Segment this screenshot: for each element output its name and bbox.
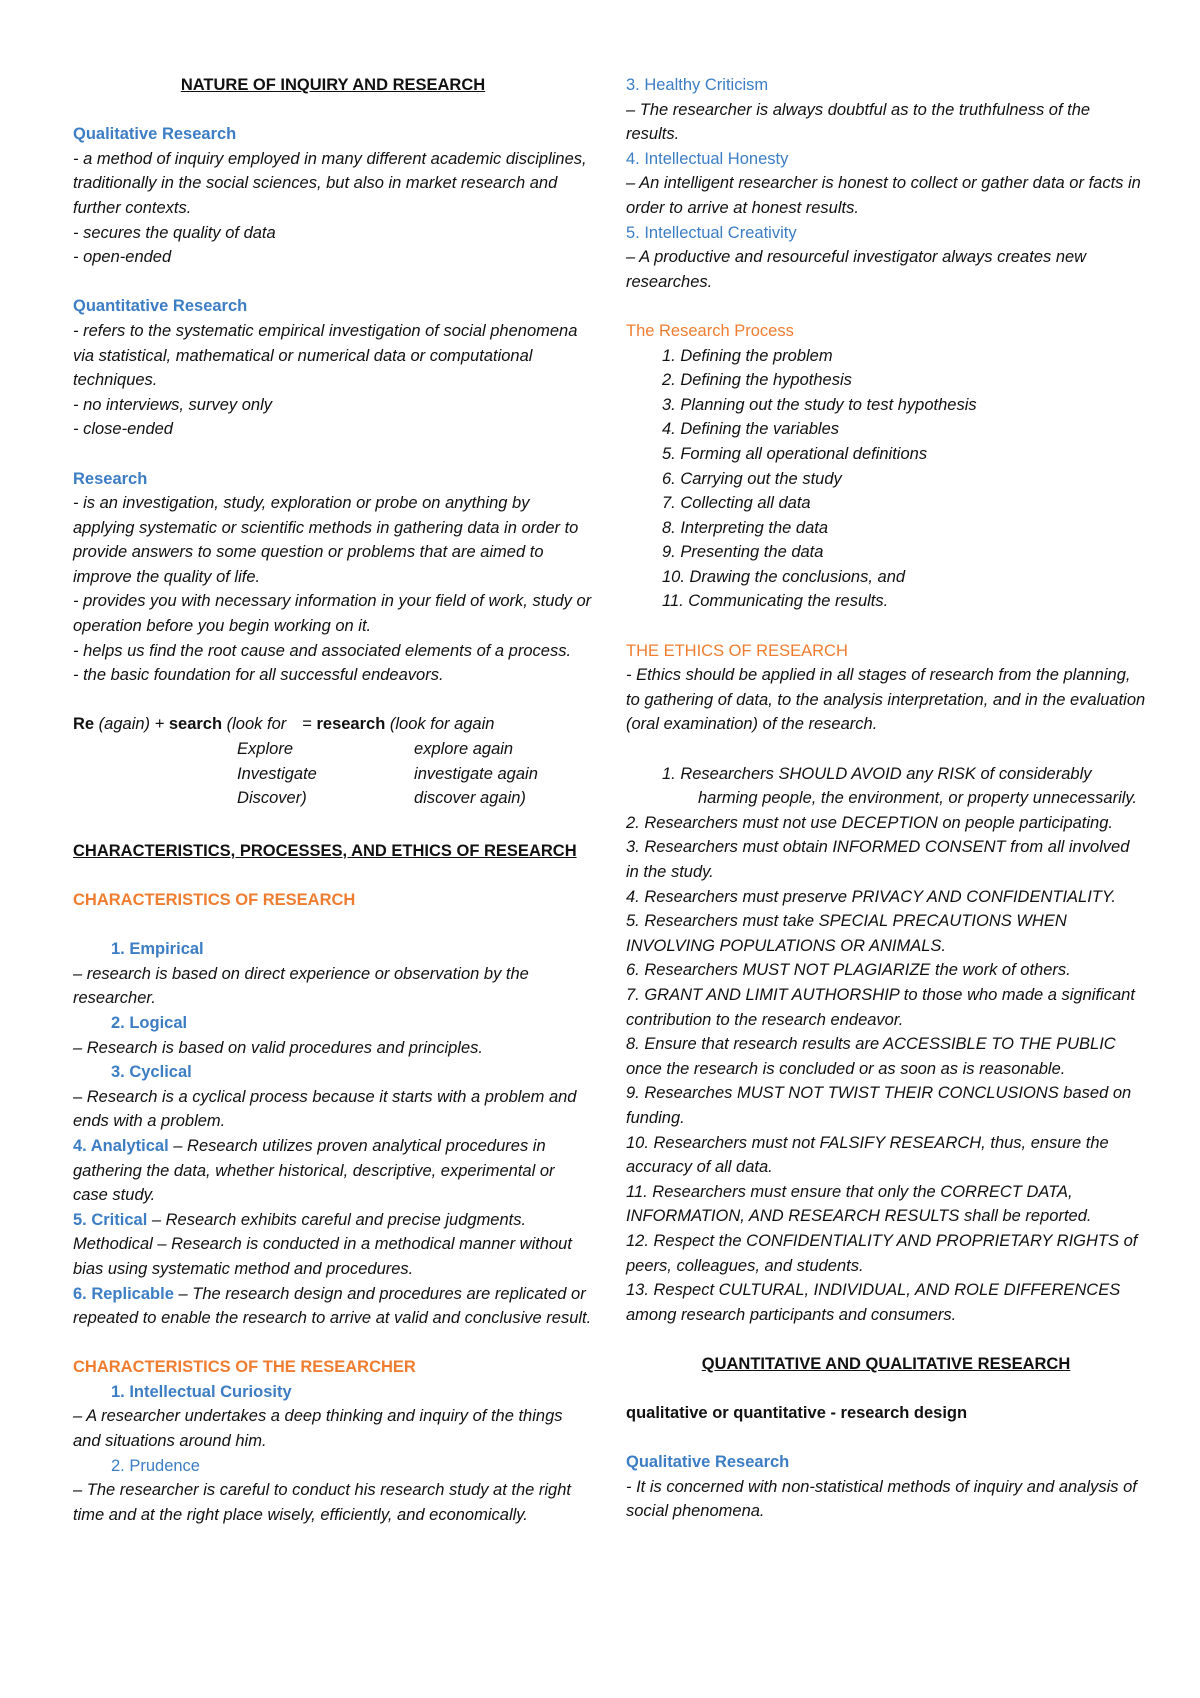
characteristics-list — [73, 937, 593, 1331]
etym-research: research — [316, 715, 386, 734]
ethics-item: 9. Researches MUST NOT TWIST THEIR CONCLUSIONS based on funding. — [626, 1084, 1132, 1127]
section2-title: CHARACTERISTICS, PROCESSES, AND ETHICS OF RESEARCH — [73, 841, 577, 860]
qualitative-section — [73, 122, 593, 270]
process-step: 1. Defining the problem — [662, 346, 833, 365]
etym-row-b: investigate again — [414, 764, 538, 783]
etym-re-meaning: (again) + — [94, 715, 169, 734]
researcher-text: – An intelligent researcher is honest to collect or gather data or facts in order to arrive at honest results. — [626, 174, 1141, 217]
ethics-item: 3. Researchers must obtain INFORMED CONSENT from all involved in the study. — [626, 838, 1130, 881]
etym-row-b: explore again — [414, 740, 514, 759]
etym-row — [73, 786, 593, 811]
etymology-block — [73, 712, 593, 810]
researcher-text: – A researcher undertakes a deep thinking and inquiry of the things and situations around him. — [73, 1407, 563, 1451]
research-line: - is an investigation, study, exploration or probe on anything by applying systematic or scientific methods in gathering data in order to provide answers to some question or problems that are aimed to improve the quality of life. — [73, 494, 579, 586]
characteristic-label: 2. Logical — [111, 1013, 188, 1032]
ethics-item: 12. Respect the CONFIDENTIALITY AND PROPRIETARY RIGHTS of peers, colleagues, and students. — [626, 1231, 1138, 1275]
researcher-text: – The researcher is always doubtful as to the truthfulness of the results. — [626, 100, 1091, 144]
etym-research-meaning: (look for again — [385, 715, 495, 734]
researcher-label: 3. Healthy Criticism — [626, 76, 769, 94]
researcher-label: 2. Prudence — [111, 1456, 200, 1475]
etym-row — [73, 762, 593, 787]
characteristic-inline — [73, 1282, 593, 1331]
qualitative-line: - secures the quality of data — [73, 223, 276, 242]
etym-eq: = — [302, 715, 317, 734]
etym-search: search — [168, 715, 223, 734]
qq-title: QUANTITATIVE AND QUALITATIVE RESEARCH — [701, 1354, 1071, 1373]
characteristic-label: 5. Critical — [73, 1210, 148, 1229]
ethics-item: 13. Respect CULTURAL, INDIVIDUAL, AND ROLE DIFFERENCES among research participants and consumers. — [626, 1281, 1121, 1324]
researcher-text: – A productive and resourceful investigator always creates new researches. — [626, 248, 1087, 291]
page-title: NATURE OF INQUIRY AND RESEARCH — [180, 76, 486, 94]
process-step: 2. Defining the hypothesis — [662, 371, 852, 390]
qualitative-line: - open-ended — [73, 248, 172, 267]
characteristic-text: – Research is based on valid procedures and principles. — [73, 1038, 483, 1057]
characteristic-label: 6. Replicable — [73, 1284, 174, 1303]
quantitative-heading: Quantitative Research — [73, 297, 248, 316]
etym-row — [73, 737, 593, 762]
research-line: - provides you with necessary information in your field of work, study or operation before you begin working on it. — [73, 592, 592, 636]
process-step: 8. Interpreting the data — [662, 518, 829, 537]
ethics-item: 8. Ensure that research results are ACCESSIBLE TO THE PUBLIC once the research is concluded or as soon as is reasonable. — [626, 1035, 1116, 1078]
characteristic-label: 4. Analytical — [73, 1136, 169, 1155]
quantitative-section — [73, 294, 593, 442]
researcher-label: 5. Intellectual Creativity — [626, 223, 797, 242]
quantitative-line: - no interviews, survey only — [73, 395, 272, 414]
ethics-item: 4. Researchers must preserve PRIVACY AND CONFIDENTIALITY. — [626, 887, 1116, 906]
researcher-label: 1. Intellectual Curiosity — [111, 1382, 292, 1401]
process-step: 11. Communicating the results. — [662, 592, 889, 611]
characteristic-text: – The research design and procedures are replicated or repeated to enable the research to arrive at valid and conclusive result. — [73, 1284, 592, 1328]
researcher-list — [73, 1380, 593, 1528]
quantitative-line: - close-ended — [73, 420, 173, 439]
qualitative-heading: Qualitative Research — [73, 125, 237, 144]
process-step: 6. Carrying out the study — [662, 469, 842, 488]
research-heading: Research — [73, 469, 148, 488]
etym-re: Re — [73, 715, 95, 734]
qualitative2-heading: Qualitative Research — [626, 1453, 790, 1472]
etymology-line — [73, 712, 593, 737]
process-step: 5. Forming all operational definitions — [662, 444, 928, 463]
process-step: 3. Planning out the study to test hypothesis — [662, 395, 977, 414]
characteristic-inline — [73, 1134, 593, 1208]
characteristic-text: – Research exhibits careful and precise judgments. Methodical – Research is conducted in a methodical manner without bias using systematic method and procedures. — [73, 1210, 572, 1278]
ethics-item: 11. Researchers must ensure that only the CORRECT DATA, INFORMATION, AND RESEARCH RESULTS shall be reported. — [626, 1182, 1092, 1226]
ethics-item: 10. Researchers must not FALSIFY RESEARCH, thus, ensure the accuracy of all data. — [626, 1133, 1109, 1177]
characteristic-label: 1. Empirical — [111, 940, 204, 959]
research-section — [73, 467, 593, 688]
researcher-label: 4. Intellectual Honesty — [626, 149, 789, 168]
researcher-list-cont — [626, 73, 1146, 294]
ethics-item: 7. GRANT AND LIMIT AUTHORSHIP to those who made a significant contribution to the research endeavor. — [626, 985, 1135, 1029]
process-step: 9. Presenting the data — [662, 543, 824, 562]
qualitative-line: - a method of inquiry employed in many different academic disciplines, traditionally in the social sciences, but also in market research and further contexts. — [73, 149, 587, 217]
ethics-item: 6. Researchers MUST NOT PLAGIARIZE the work of others. — [626, 961, 1071, 980]
etym-row-b: discover again) — [414, 789, 526, 808]
characteristics-heading: CHARACTERISTICS OF RESEARCH — [73, 891, 356, 909]
ethics-item: 2. Researchers must not use DECEPTION on people participating. — [626, 813, 1113, 832]
process-list — [626, 344, 1146, 615]
quantitative-line: - refers to the systematic empirical investigation of social phenomena via statistical, mathematical or numerical data or computational techniques. — [73, 321, 578, 390]
process-step: 7. Collecting all data — [662, 494, 811, 513]
etym-row-a: Explore — [237, 740, 293, 759]
characteristic-text: – research is based on direct experience or observation by the researcher. — [73, 964, 529, 1008]
researcher-heading: CHARACTERISTICS OF THE RESEARCHER — [73, 1358, 416, 1377]
qualitative2-text: - It is concerned with non-statistical methods of inquiry and analysis of social phenomena. — [626, 1477, 1137, 1521]
ethics-intro: - Ethics should be applied in all stages of research from the planning, to gathering of data, to the analysis interpretation, and in the evaluation (oral examination) of the research. — [626, 666, 1146, 734]
right-column — [626, 73, 1146, 1524]
process-heading: The Research Process — [626, 321, 794, 340]
etym-row-a: Investigate — [237, 764, 317, 783]
process-step: 4. Defining the variables — [662, 420, 840, 439]
qq-subtitle: qualitative or quantitative - research design — [626, 1404, 968, 1423]
ethics-heading: THE ETHICS OF RESEARCH — [626, 641, 848, 660]
ethics-list — [626, 811, 1146, 1327]
left-column — [73, 73, 593, 1527]
characteristic-text: – Research is a cyclical process because it starts with a problem and ends with a problem. — [73, 1087, 577, 1131]
research-line: - the basic foundation for all successful endeavors. — [73, 666, 444, 685]
etym-row-a: Discover) — [237, 789, 307, 808]
ethics-item: 1. Researchers SHOULD AVOID any RISK of considerably harming people, the environment, or property unnecessarily. — [662, 764, 1138, 808]
research-line: - helps us find the root cause and associated elements of a process. — [73, 641, 572, 660]
characteristic-label: 3. Cyclical — [111, 1063, 192, 1082]
process-step: 10. Drawing the conclusions, and — [662, 567, 906, 586]
ethics-item: 5. Researchers must take SPECIAL PRECAUTIONS WHEN INVOLVING POPULATIONS OR ANIMALS. — [626, 912, 1067, 955]
characteristic-inline — [73, 1208, 593, 1282]
researcher-text: – The researcher is careful to conduct his research study at the right time and at the right place wisely, efficiently, and economically. — [73, 1481, 571, 1524]
etym-search-meaning: (look for — [222, 715, 287, 734]
characteristic-text: – Research utilizes proven analytical procedures in gathering the data, whether historical, descriptive, experimental or case study. — [73, 1136, 555, 1205]
